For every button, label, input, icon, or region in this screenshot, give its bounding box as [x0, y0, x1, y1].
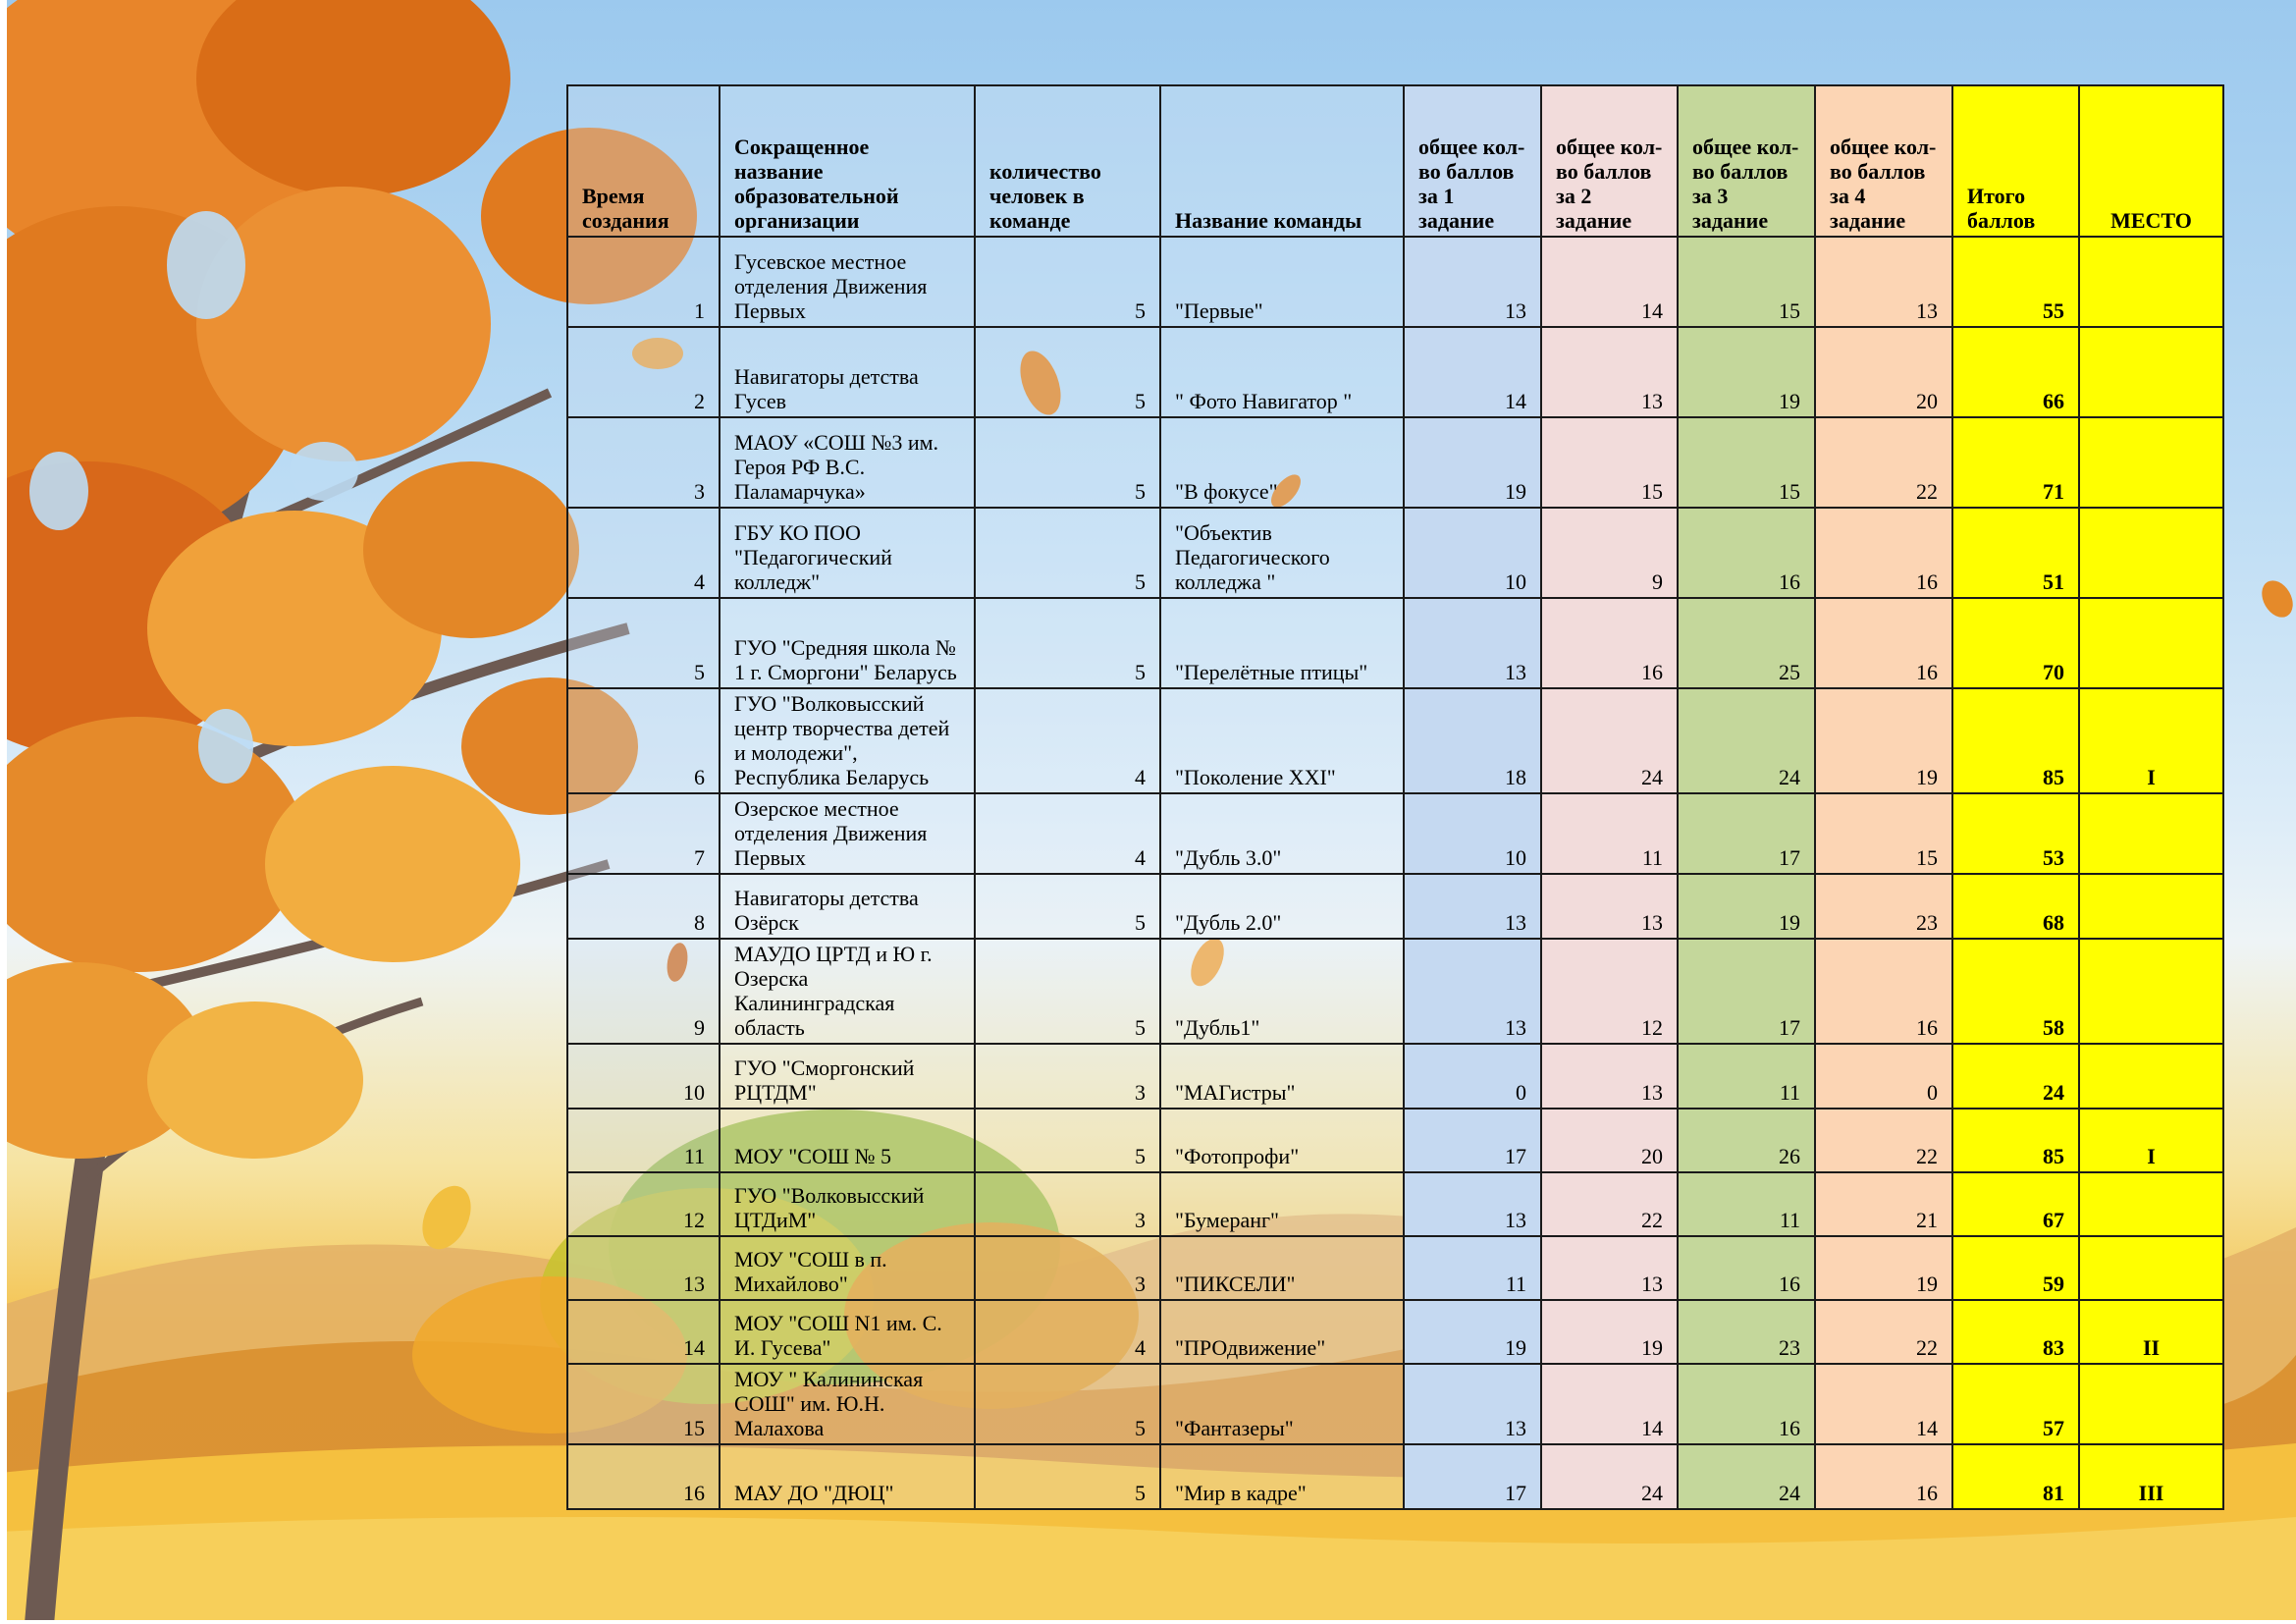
cell-creation-time: 15	[567, 1364, 720, 1444]
cell-total-score: 83	[1952, 1300, 2079, 1364]
cell-organization: МАУДО ЦРТД и Ю г. Озерска Калининградская область	[720, 939, 975, 1044]
header-total: Итого баллов	[1952, 85, 2079, 237]
table-row	[567, 598, 2223, 688]
cell-task4-score: 22	[1815, 1109, 1952, 1172]
cell-task1-score: 13	[1404, 939, 1541, 1044]
cell-task2-score: 19	[1541, 1300, 1678, 1364]
cell-place	[2079, 874, 2223, 939]
table-row	[567, 939, 2223, 1044]
cell-task2-score: 22	[1541, 1172, 1678, 1236]
cell-creation-time: 14	[567, 1300, 720, 1364]
cell-place	[2079, 1172, 2223, 1236]
cell-task2-score: 15	[1541, 417, 1678, 508]
cell-task2-score: 12	[1541, 939, 1678, 1044]
cell-creation-time: 6	[567, 688, 720, 793]
cell-task3-score: 11	[1678, 1172, 1815, 1236]
cell-creation-time: 12	[567, 1172, 720, 1236]
cell-team-size: 5	[975, 508, 1160, 598]
cell-team-name: "Поколение XXI"	[1160, 688, 1404, 793]
cell-team-name: "ПИКСЕЛИ"	[1160, 1236, 1404, 1300]
cell-place	[2079, 327, 2223, 417]
header-team-name: Название команды	[1160, 85, 1404, 237]
cell-team-size: 5	[975, 417, 1160, 508]
page-bottom-margin	[0, 1620, 2296, 1624]
table-row	[567, 237, 2223, 327]
cell-task2-score: 16	[1541, 598, 1678, 688]
cell-organization: МОУ "СОШ N1 им. С. И. Гусева"	[720, 1300, 975, 1364]
cell-team-size: 4	[975, 688, 1160, 793]
cell-team-name: " Фото Навигатор "	[1160, 327, 1404, 417]
cell-place	[2079, 417, 2223, 508]
cell-organization: МАУ ДО "ДЮЦ"	[720, 1444, 975, 1509]
cell-place: III	[2079, 1444, 2223, 1509]
cell-team-size: 5	[975, 1444, 1160, 1509]
cell-total-score: 71	[1952, 417, 2079, 508]
cell-task3-score: 16	[1678, 1364, 1815, 1444]
cell-team-name: "В фокусе"	[1160, 417, 1404, 508]
cell-task4-score: 15	[1815, 793, 1952, 874]
cell-task3-score: 23	[1678, 1300, 1815, 1364]
cell-team-name: "Дубль1"	[1160, 939, 1404, 1044]
cell-task1-score: 18	[1404, 688, 1541, 793]
cell-task3-score: 15	[1678, 417, 1815, 508]
table-row	[567, 1044, 2223, 1109]
cell-organization: ГУО "Сморгонский РЦТДМ"	[720, 1044, 975, 1109]
cell-creation-time: 9	[567, 939, 720, 1044]
cell-organization: МОУ " Калининская СОШ" им. Ю.Н. Малахова	[720, 1364, 975, 1444]
cell-place	[2079, 1236, 2223, 1300]
cell-total-score: 58	[1952, 939, 2079, 1044]
cell-organization: МОУ "СОШ в п. Михайлово"	[720, 1236, 975, 1300]
cell-total-score: 51	[1952, 508, 2079, 598]
cell-creation-time: 7	[567, 793, 720, 874]
cell-task1-score: 13	[1404, 1364, 1541, 1444]
cell-creation-time: 1	[567, 237, 720, 327]
cell-place	[2079, 793, 2223, 874]
cell-total-score: 70	[1952, 598, 2079, 688]
cell-team-size: 4	[975, 793, 1160, 874]
cell-task1-score: 0	[1404, 1044, 1541, 1109]
cell-place	[2079, 237, 2223, 327]
cell-task3-score: 24	[1678, 1444, 1815, 1509]
cell-team-name: "Фотопрофи"	[1160, 1109, 1404, 1172]
cell-task3-score: 24	[1678, 688, 1815, 793]
cell-team-name: "Дубль 3.0"	[1160, 793, 1404, 874]
cell-task2-score: 13	[1541, 874, 1678, 939]
cell-task3-score: 15	[1678, 237, 1815, 327]
cell-organization: Гусевское местное отделения Движения Первых	[720, 237, 975, 327]
cell-task2-score: 13	[1541, 327, 1678, 417]
cell-task2-score: 14	[1541, 237, 1678, 327]
table-row	[567, 508, 2223, 598]
cell-team-name: "Первые"	[1160, 237, 1404, 327]
cell-total-score: 55	[1952, 237, 2079, 327]
cell-team-size: 5	[975, 237, 1160, 327]
page-left-margin	[0, 0, 7, 1624]
cell-task4-score: 22	[1815, 417, 1952, 508]
cell-team-name: "МАГистры"	[1160, 1044, 1404, 1109]
cell-task3-score: 16	[1678, 1236, 1815, 1300]
header-place: МЕСТО	[2079, 85, 2223, 237]
cell-task3-score: 17	[1678, 939, 1815, 1044]
table-row	[567, 874, 2223, 939]
cell-task3-score: 19	[1678, 874, 1815, 939]
cell-task2-score: 20	[1541, 1109, 1678, 1172]
cell-place	[2079, 1364, 2223, 1444]
cell-creation-time: 4	[567, 508, 720, 598]
table-row	[567, 417, 2223, 508]
cell-team-size: 3	[975, 1172, 1160, 1236]
table-row	[567, 1236, 2223, 1300]
cell-task1-score: 11	[1404, 1236, 1541, 1300]
cell-organization: ГУО "Волковысский ЦТДиМ"	[720, 1172, 975, 1236]
cell-task1-score: 10	[1404, 793, 1541, 874]
header-team-size: количество человек в команде	[975, 85, 1160, 237]
cell-task2-score: 24	[1541, 688, 1678, 793]
cell-place	[2079, 1044, 2223, 1109]
cell-task2-score: 13	[1541, 1236, 1678, 1300]
cell-creation-time: 10	[567, 1044, 720, 1109]
cell-team-name: "Фантазеры"	[1160, 1364, 1404, 1444]
cell-team-name: "ПРОдвижение"	[1160, 1300, 1404, 1364]
cell-task4-score: 14	[1815, 1364, 1952, 1444]
cell-place: II	[2079, 1300, 2223, 1364]
cell-creation-time: 3	[567, 417, 720, 508]
cell-task2-score: 24	[1541, 1444, 1678, 1509]
cell-place	[2079, 939, 2223, 1044]
cell-place: I	[2079, 1109, 2223, 1172]
cell-team-size: 3	[975, 1236, 1160, 1300]
cell-task3-score: 17	[1678, 793, 1815, 874]
header-task4: общее кол-во баллов за 4 задание	[1815, 85, 1952, 237]
cell-creation-time: 8	[567, 874, 720, 939]
cell-task1-score: 10	[1404, 508, 1541, 598]
header-row	[567, 85, 2223, 237]
cell-task1-score: 19	[1404, 417, 1541, 508]
cell-task4-score: 0	[1815, 1044, 1952, 1109]
cell-total-score: 24	[1952, 1044, 2079, 1109]
cell-task1-score: 17	[1404, 1109, 1541, 1172]
cell-task4-score: 16	[1815, 508, 1952, 598]
cell-total-score: 67	[1952, 1172, 2079, 1236]
cell-team-size: 3	[975, 1044, 1160, 1109]
header-task1: общее кол-во баллов за 1 задание	[1404, 85, 1541, 237]
header-organization: Сокращенное название образовательной организации	[720, 85, 975, 237]
cell-task1-score: 19	[1404, 1300, 1541, 1364]
cell-task4-score: 21	[1815, 1172, 1952, 1236]
cell-task1-score: 13	[1404, 1172, 1541, 1236]
cell-task4-score: 16	[1815, 939, 1952, 1044]
table-row	[567, 793, 2223, 874]
cell-creation-time: 11	[567, 1109, 720, 1172]
table-row	[567, 1444, 2223, 1509]
cell-task4-score: 20	[1815, 327, 1952, 417]
cell-task3-score: 11	[1678, 1044, 1815, 1109]
cell-team-size: 5	[975, 327, 1160, 417]
cell-task4-score: 16	[1815, 598, 1952, 688]
table-row	[567, 1172, 2223, 1236]
cell-total-score: 53	[1952, 793, 2079, 874]
cell-organization: ГУО "Волковысский центр творчества детей и молодежи", Республика Беларусь	[720, 688, 975, 793]
cell-team-name: "Мир в кадре"	[1160, 1444, 1404, 1509]
cell-task4-score: 22	[1815, 1300, 1952, 1364]
cell-task2-score: 11	[1541, 793, 1678, 874]
cell-creation-time: 5	[567, 598, 720, 688]
cell-total-score: 59	[1952, 1236, 2079, 1300]
header-task3: общее кол-во баллов за 3 задание	[1678, 85, 1815, 237]
table-row	[567, 1364, 2223, 1444]
cell-total-score: 57	[1952, 1364, 2079, 1444]
header-creation-time: Время создания	[567, 85, 720, 237]
cell-place	[2079, 508, 2223, 598]
cell-task2-score: 14	[1541, 1364, 1678, 1444]
cell-task4-score: 19	[1815, 1236, 1952, 1300]
cell-total-score: 81	[1952, 1444, 2079, 1509]
cell-organization: Озерское местное отделения Движения Первых	[720, 793, 975, 874]
cell-team-size: 5	[975, 598, 1160, 688]
cell-task4-score: 13	[1815, 237, 1952, 327]
cell-total-score: 68	[1952, 874, 2079, 939]
cell-team-name: "Перелётные птицы"	[1160, 598, 1404, 688]
cell-team-name: "Бумеранг"	[1160, 1172, 1404, 1236]
cell-place: I	[2079, 688, 2223, 793]
cell-task2-score: 9	[1541, 508, 1678, 598]
cell-creation-time: 16	[567, 1444, 720, 1509]
cell-organization: ГУО "Средняя школа № 1 г. Сморгони" Беларусь	[720, 598, 975, 688]
cell-task2-score: 13	[1541, 1044, 1678, 1109]
cell-total-score: 66	[1952, 327, 2079, 417]
cell-team-size: 5	[975, 939, 1160, 1044]
cell-task1-score: 13	[1404, 598, 1541, 688]
cell-creation-time: 2	[567, 327, 720, 417]
cell-team-size: 5	[975, 874, 1160, 939]
cell-task1-score: 14	[1404, 327, 1541, 417]
cell-task1-score: 13	[1404, 237, 1541, 327]
cell-task3-score: 16	[1678, 508, 1815, 598]
cell-task4-score: 16	[1815, 1444, 1952, 1509]
table-row	[567, 1109, 2223, 1172]
cell-task3-score: 19	[1678, 327, 1815, 417]
cell-place	[2079, 598, 2223, 688]
results-table-body	[567, 237, 2223, 1509]
cell-organization: МАОУ «СОШ №3 им. Героя РФ В.С. Паламарчука»	[720, 417, 975, 508]
cell-total-score: 85	[1952, 688, 2079, 793]
table-row	[567, 1300, 2223, 1364]
header-task2: общее кол-во баллов за 2 задание	[1541, 85, 1678, 237]
cell-team-size: 4	[975, 1300, 1160, 1364]
table-row	[567, 327, 2223, 417]
cell-task3-score: 25	[1678, 598, 1815, 688]
cell-team-name: "Дубль 2.0"	[1160, 874, 1404, 939]
cell-task3-score: 26	[1678, 1109, 1815, 1172]
cell-team-size: 5	[975, 1109, 1160, 1172]
results-table	[566, 84, 2224, 1510]
cell-organization: МОУ "СОШ № 5	[720, 1109, 975, 1172]
cell-creation-time: 13	[567, 1236, 720, 1300]
cell-team-name: "Объектив Педагогического колледжа "	[1160, 508, 1404, 598]
cell-organization: Навигаторы детства Озёрск	[720, 874, 975, 939]
cell-total-score: 85	[1952, 1109, 2079, 1172]
cell-task1-score: 13	[1404, 874, 1541, 939]
cell-team-size: 5	[975, 1364, 1160, 1444]
cell-task4-score: 23	[1815, 874, 1952, 939]
cell-organization: Навигаторы детства Гусев	[720, 327, 975, 417]
table-row	[567, 688, 2223, 793]
cell-organization: ГБУ КО ПОО "Педагогический колледж"	[720, 508, 975, 598]
cell-task1-score: 17	[1404, 1444, 1541, 1509]
cell-task4-score: 19	[1815, 688, 1952, 793]
